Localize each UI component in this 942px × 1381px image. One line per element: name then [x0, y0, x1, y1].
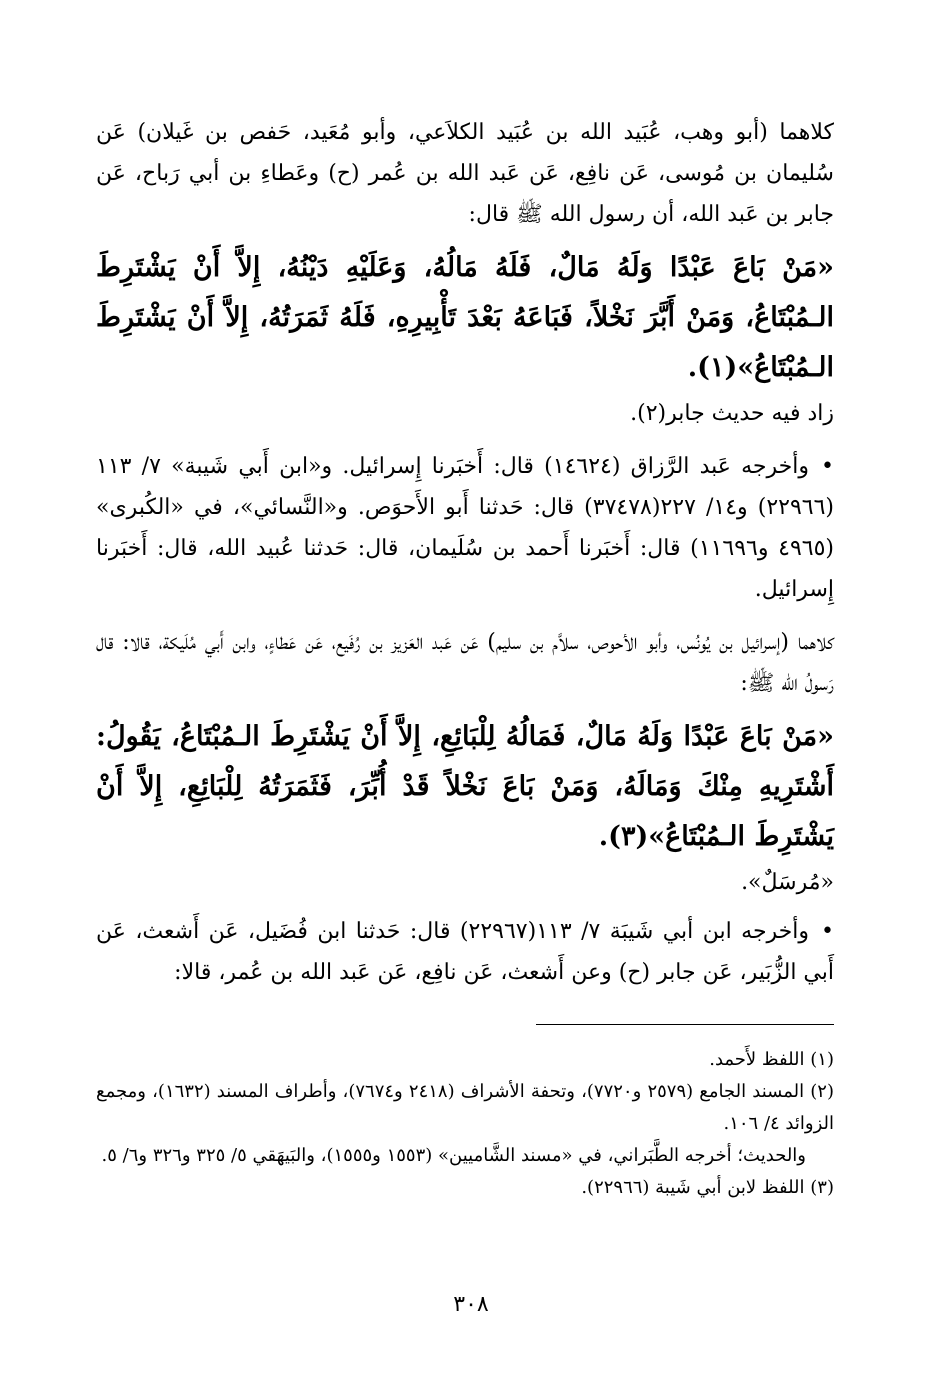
footnote-divider [536, 1024, 834, 1025]
isnad-paragraph-2: كلاهما (إسرائيل بن يُونُس، وأبو الأحوص، سلاَّم بن سليم) عَن عَبد العَزيز بن رُفَيع، عَن عَطاءٍ، وابن أَبي مُلَيكة، قالا: قال رَسولُ الله ﷺ: [96, 630, 834, 696]
hadith-text-1: «مَنْ بَاعَ عَبْدًا وَلَهُ مَالٌ، فَلَهُ مَالُهُ، وَعَلَيْهِ دَيْنُهُ، إِلاَّ أَنْ يَشْتَرِطَ الـمُبْتَاعُ، وَمَنْ أَبَّرَ نَخْلاً، فَبَاعَهُ بَعْدَ تَأْبِيرِهِ، فَلَهُ ثَمَرَتُهُ، إِلاَّ أَنْ يَشْتَرِطَ الـمُبْتَاعُ»(١). [96, 252, 834, 383]
hadith-text-2: «مَنْ بَاعَ عَبْدًا وَلَهُ مَالٌ، فَمَالُهُ لِلْبَائِعِ، إِلاَّ أَنْ يَشْتَرِطَ الـمُبْتَاعُ، يَقُولُ: أَشْتَرِيهِ مِنْكَ وَمَالَهُ، وَمَنْ بَاعَ نَخْلاً قَدْ أُبِّرَ، فَثَمَرَتُهُ لِلْبَائِعِ، إِلاَّ أَنْ يَشْتَرِطَ الـمُبْتَاعُ»(٣). [96, 721, 834, 852]
takhrij-text-1: وأخرجه عَبد الرَّزاق (١٤٦٢٤) قال: أَخبَرنا إِسرائيل. و«ابن أَبي شَيبة» ٧/ ١١٣ (٢٢٩٦٦) و١٤/ ٢٢٧(٣٧٤٧٨) قال: حَدثنا أَبو الأَحوَص. و«النَّسائي»، في «الكُبرى» (٤٩٦٥ و١١٦٩٦) قال: أَخبَرنا أَحمد بن سُلَيمان، قال: حَدثنا عُبيد الله، قال: أَخبَرنا إِسرائيل. [96, 454, 835, 602]
mursal-label: «مُرسَلٌ». [741, 870, 834, 895]
footnote-2: (٢) المسند الجامع (٢٥٧٩ و٧٧٢٠)، وتحفة الأشراف (٢٤١٨ و٧٦٧٤)، وأطراف المسند (١٦٣٢)، ومجمع الزوائد ٤/ ١٠٦. [96, 1081, 834, 1134]
isnad-paragraph-1: كلاهما (أبو وهب، عُبَيد الله بن عُبَيد الكلاَعي، وأبو مُعَيد، حَفص بن غَيلان) عَن سُليمان بن مُوسى، عَن نافِع، عَن عَبد الله بن عُمر (ح) وعَطاءِ بن أبي رَباح، عَن جابر بن عَبد الله، أن رسول الله ﷺ قال: [96, 120, 834, 227]
footnote-1: (١) اللفظ لأَحمد. [709, 1049, 834, 1070]
footnote-2-continued: والحديث؛ أخرجه الطَّبَراني، في «مسند الشَّاميين» (١٥٥٣ و١٥٥٥)، والبَيهَقي ٥/ ٣٢٥ و٣٢٦ و٦/ ٥. [101, 1145, 806, 1166]
page-number: ٣٠٨ [453, 1292, 489, 1317]
footnotes [96, 1044, 834, 1204]
takhrij-text-2: وأخرجه ابن أبي شَيبَة ٧/ ١١٣(٢٢٩٦٧) قال: حَدثنا ابن فُضَيل، عَن أَشعث، عَن أَبي الزُّبَير، عَن جابر (ح) وعن أَشعث، عَن نافِع، عَن عَبد الله بن عُمر، قالا: [96, 919, 834, 985]
bullet-icon: • [821, 454, 834, 479]
footnote-3: (٣) اللفظ لابن أبي شَيبة (٢٢٩٦٦). [581, 1177, 834, 1198]
main-text [96, 112, 834, 993]
takhrij-paragraph-2 [96, 911, 834, 993]
takhrij-paragraph-1 [96, 446, 834, 610]
bullet-icon: • [821, 919, 835, 944]
note-paragraph: زاد فيه حديث جابر(٢). [630, 401, 834, 426]
